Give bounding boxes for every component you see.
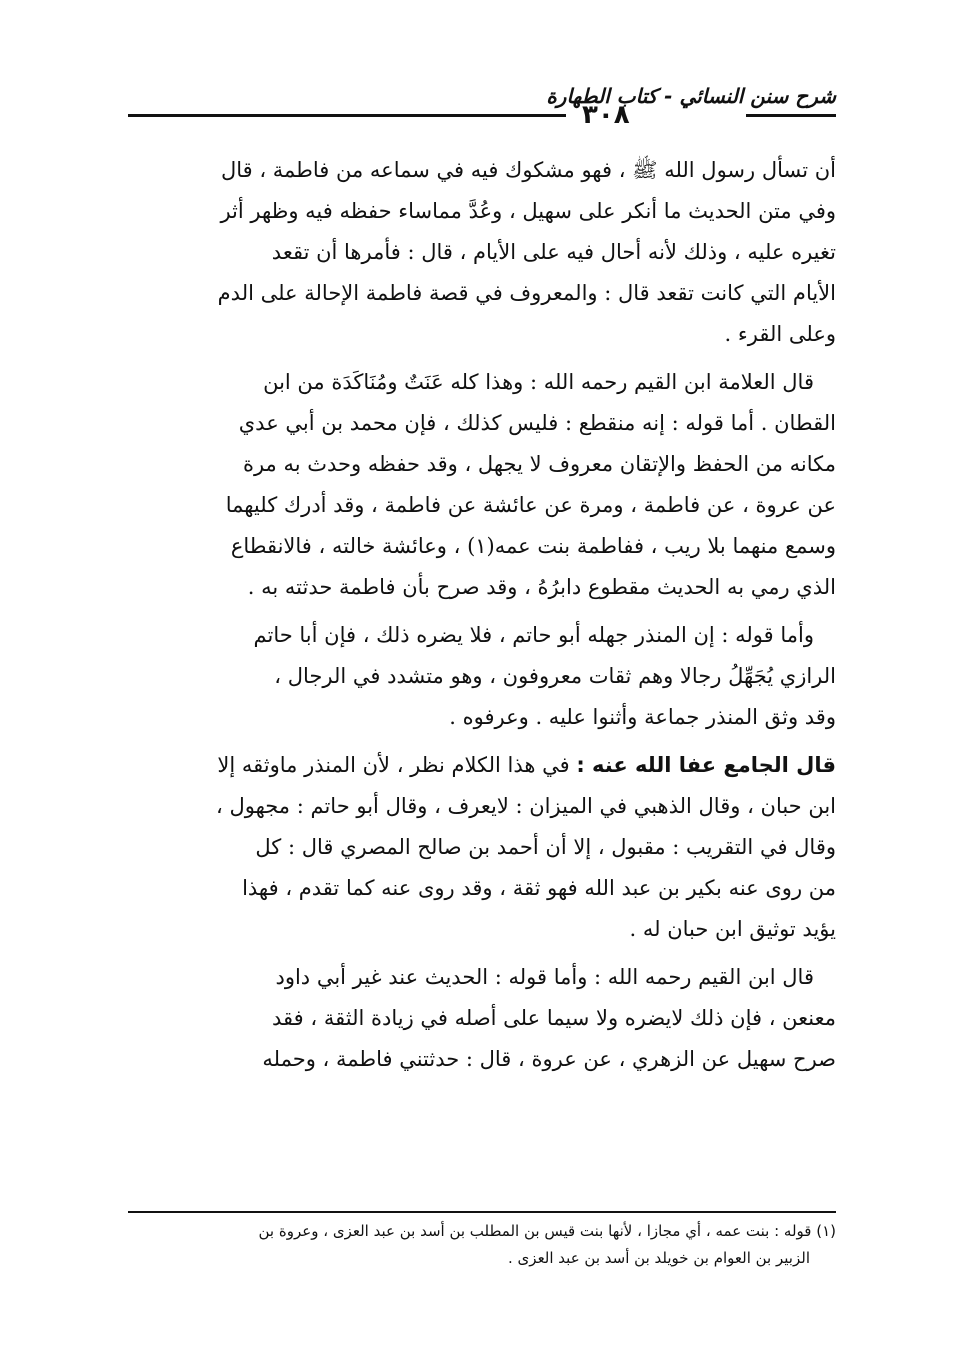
text-line: وعلى القرء . bbox=[724, 322, 836, 346]
running-title: شرح سنن النسائي - كتاب الطهارة bbox=[546, 84, 836, 108]
text-line: صرح سهيل عن الزهري ، عن عروة ، قال : حدثتني فاطمة ، وحمله bbox=[262, 1047, 836, 1071]
text-line: يؤيد توثيق ابن حبان له . bbox=[629, 917, 836, 941]
text-line: معنعن ، فإن ذلك لايضره ولا سيما على أصله في زيادة الثقة ، فقد bbox=[272, 1006, 836, 1030]
paragraph-2 bbox=[128, 362, 836, 608]
text-line: القطان . أما قوله : إنه منقطع : فليس كذلك ، فإن محمد بن أبي عدي bbox=[238, 411, 836, 435]
footnote bbox=[128, 1218, 836, 1272]
text-line: قال العلامة ابن القيم رحمه الله : وهذا كله عَنَتٌ ومُنَاكَدَة من ابن bbox=[263, 370, 814, 394]
text-line: وقال في التقريب : مقبول ، إلا أن أحمد بن صالح المصري قال : كل bbox=[255, 835, 836, 859]
page-header bbox=[128, 70, 836, 130]
text-line: من روى عنه بكير بن عبد الله فهو ثقة ، وقد روى عنه كما تقدم ، فهذا bbox=[242, 876, 836, 900]
text-line: ابن حبان ، وقال الذهبي في الميزان : لايعرف ، وقال أبو حاتم : مجهول ، bbox=[216, 794, 836, 818]
text-line-rest: في هذا الكلام نظر ، لأن المنذر ماوثقه إلا bbox=[217, 753, 577, 777]
paragraph-1 bbox=[128, 150, 836, 355]
text-line bbox=[128, 745, 836, 786]
text-line: مكانه من الحفظ والإتقان معروف لا يجهل ، وقد حفظه وحدث به مرة bbox=[242, 452, 836, 476]
text-line: الرازي يُجَهِّلُ رجالا وهم ثقات معروفون ، وهو متشدد في الرجال ، bbox=[274, 664, 836, 688]
text-line: أن تسأل رسول الله ﷺ ، فهو مشكوك فيه في سماعه من فاطمة ، قال bbox=[220, 158, 836, 182]
footnote-line: (١) قوله : بنت عمه ، أي مجازا ، لأنها بنت قيس بن المطلب بن أسد بن عبد العزى ، وعروة بن bbox=[258, 1222, 836, 1240]
text-line: الأيام التي كانت تقعد قال : والمعروف في قصة فاطمة الإحالة على الدم bbox=[217, 281, 836, 305]
paragraph-5 bbox=[128, 957, 836, 1080]
header-rule-right bbox=[746, 114, 836, 117]
text-line: وفي متن الحديث ما أنكر على سهيل ، وعُدَّ مماساء حفظه فيه وظهر أثر bbox=[220, 199, 836, 223]
bold-lead-in: قال الجامع عفا الله عنه : bbox=[576, 753, 836, 777]
page-number: ٣٠٨ bbox=[582, 100, 630, 130]
text-line: عن عروة ، عن فاطمة ، ومرة عن عائشة عن فاطمة ، وقد أدرك كليهما bbox=[225, 493, 836, 517]
text-line: تغيره عليه ، وذلك لأنه أحال فيه على الأيام ، قال : فأمرها أن تقعد bbox=[271, 240, 836, 264]
text-line: وقد وثق المنذر جماعة وأثنوا عليه . وعرفوه . bbox=[449, 705, 836, 729]
text-line: وسمع منهما بلا ريب ، ففاطمة بنت عمه(١) ، وعائشة خالته ، فالانقطاع bbox=[230, 534, 836, 558]
footnote-line: الزبير بن العوام بن خويلد بن أسد بن عبد العزى . bbox=[508, 1249, 810, 1267]
header-rule-left bbox=[128, 114, 566, 117]
footnote-separator bbox=[128, 1211, 836, 1213]
text-line: قال ابن القيم رحمه الله : وأما قوله : الحديث عند غير أبي داود bbox=[275, 965, 814, 989]
paragraph-3 bbox=[128, 615, 836, 738]
main-text bbox=[128, 150, 836, 1087]
paragraph-4 bbox=[128, 745, 836, 950]
text-line: الذي رمي به الحديث مقطوع دابرُهُ ، وقد صرح بأن فاطمة حدثته به . bbox=[247, 575, 836, 599]
text-line: وأما قوله : إن المنذر جهله أبو حاتم ، فلا يضره ذلك ، فإن أبا حاتم bbox=[253, 623, 814, 647]
